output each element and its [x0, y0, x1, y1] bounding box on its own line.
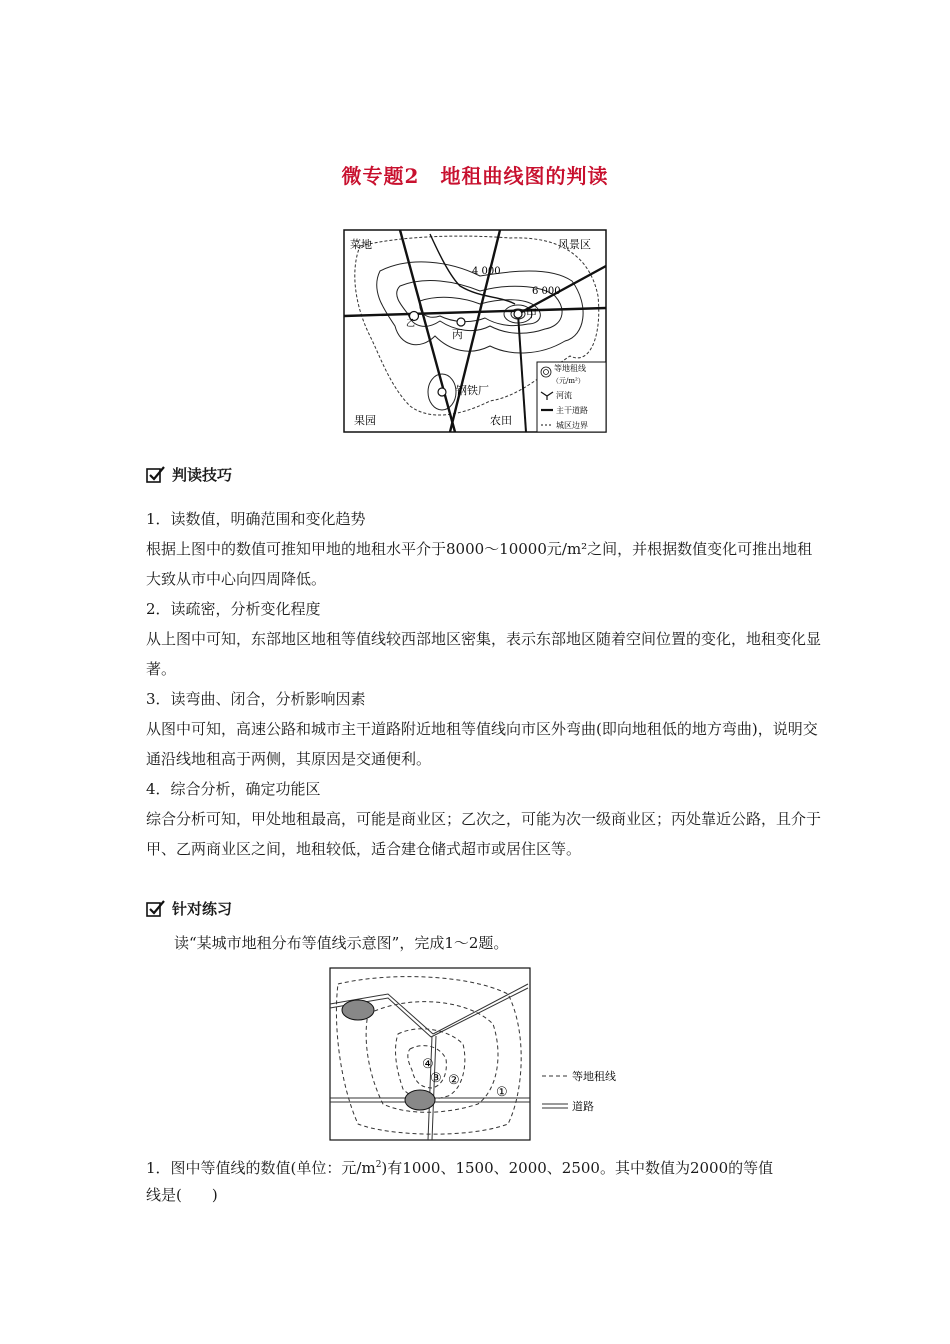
- section-tips-title: 判读技巧: [172, 466, 233, 484]
- legend-contour: 等地租线: [554, 364, 586, 373]
- mark-2: ②: [448, 1073, 460, 1088]
- legend2-road: 道路: [572, 1100, 594, 1113]
- tip-1-body: 根据上图中的数值可推知甲地的地租水平介于8000～10000元/m²之间，并根据数值变化可推出地租大致从市中心向四周降低。: [146, 540, 813, 588]
- checkbox-icon: [146, 900, 166, 918]
- tip-2-body: 从上图中可知，东部地区地租等值线较西部地区密集，表示东部地区随着空间位置的变化，地租变化显著。: [146, 630, 822, 678]
- label-vegetable: 菜地: [350, 238, 372, 251]
- checkbox-icon: [146, 466, 166, 484]
- label-jia: 甲: [526, 307, 537, 320]
- page-title: 微专题2 地租曲线图的判读: [341, 164, 609, 188]
- section-tips: [146, 464, 232, 485]
- section-practice: [146, 898, 232, 919]
- label-6000: 6 000: [532, 286, 561, 297]
- legend-unit: （元/m²）: [552, 377, 585, 385]
- question-1-line2: 线是( ): [146, 1186, 218, 1204]
- city-rent-map: [328, 964, 628, 1144]
- mark-4: ④: [422, 1057, 434, 1072]
- tip-4-body: 综合分析可知，甲处地租最高，可能是商业区；乙次之，可能为次一级商业区；丙处靠近公路，且介于甲、乙两商业区之间，地租较低，适合建仓储式超市或居住区等。: [146, 810, 822, 858]
- legend-border: 城区边界: [556, 421, 588, 430]
- tip-4-heading: 4．综合分析，确定功能区: [146, 780, 321, 798]
- label-farmland: 农田: [490, 414, 512, 427]
- label-scenic: 风景区: [558, 238, 591, 251]
- tip-3-body: 从图中可知，高速公路和城市主干道路附近地租等值线向市区外弯曲(即向地租低的地方弯曲)，说明交通沿线地租高于两侧，其原因是交通便利。: [146, 720, 818, 768]
- label-4000: 4 000: [472, 266, 501, 277]
- practice-intro: 读“某城市地租分布等值线示意图”，完成1～2题。: [174, 934, 509, 952]
- question-1-text-a: 1．图中等值线的数值(单位：元/m: [146, 1159, 376, 1177]
- label-orchard: 果园: [354, 414, 376, 427]
- label-yi: 乙: [406, 319, 416, 329]
- label-steel: 钢铁厂: [456, 384, 489, 397]
- question-1-sup: 2: [375, 1160, 382, 1170]
- mark-3: ③: [430, 1071, 442, 1086]
- question-1-text-b: )有1000、1500、2000、2500。其中数值为2000的等值: [381, 1159, 774, 1177]
- label-bing: 丙: [452, 328, 463, 341]
- section-practice-title: 针对练习: [172, 900, 233, 918]
- legend-road: 主干道路: [556, 406, 588, 415]
- mark-1: ①: [496, 1085, 508, 1100]
- tip-3-heading: 3．读弯曲、闭合，分析影响因素: [146, 690, 366, 708]
- legend2-contour: 等地租线: [572, 1070, 616, 1083]
- tip-2-heading: 2．读疏密，分析变化程度: [146, 600, 321, 618]
- tip-1-heading: 1．读数值，明确范围和变化趋势: [146, 510, 366, 528]
- legend-river: 河流: [556, 391, 572, 400]
- land-rent-map: [340, 226, 610, 436]
- question-1: [146, 1150, 826, 1183]
